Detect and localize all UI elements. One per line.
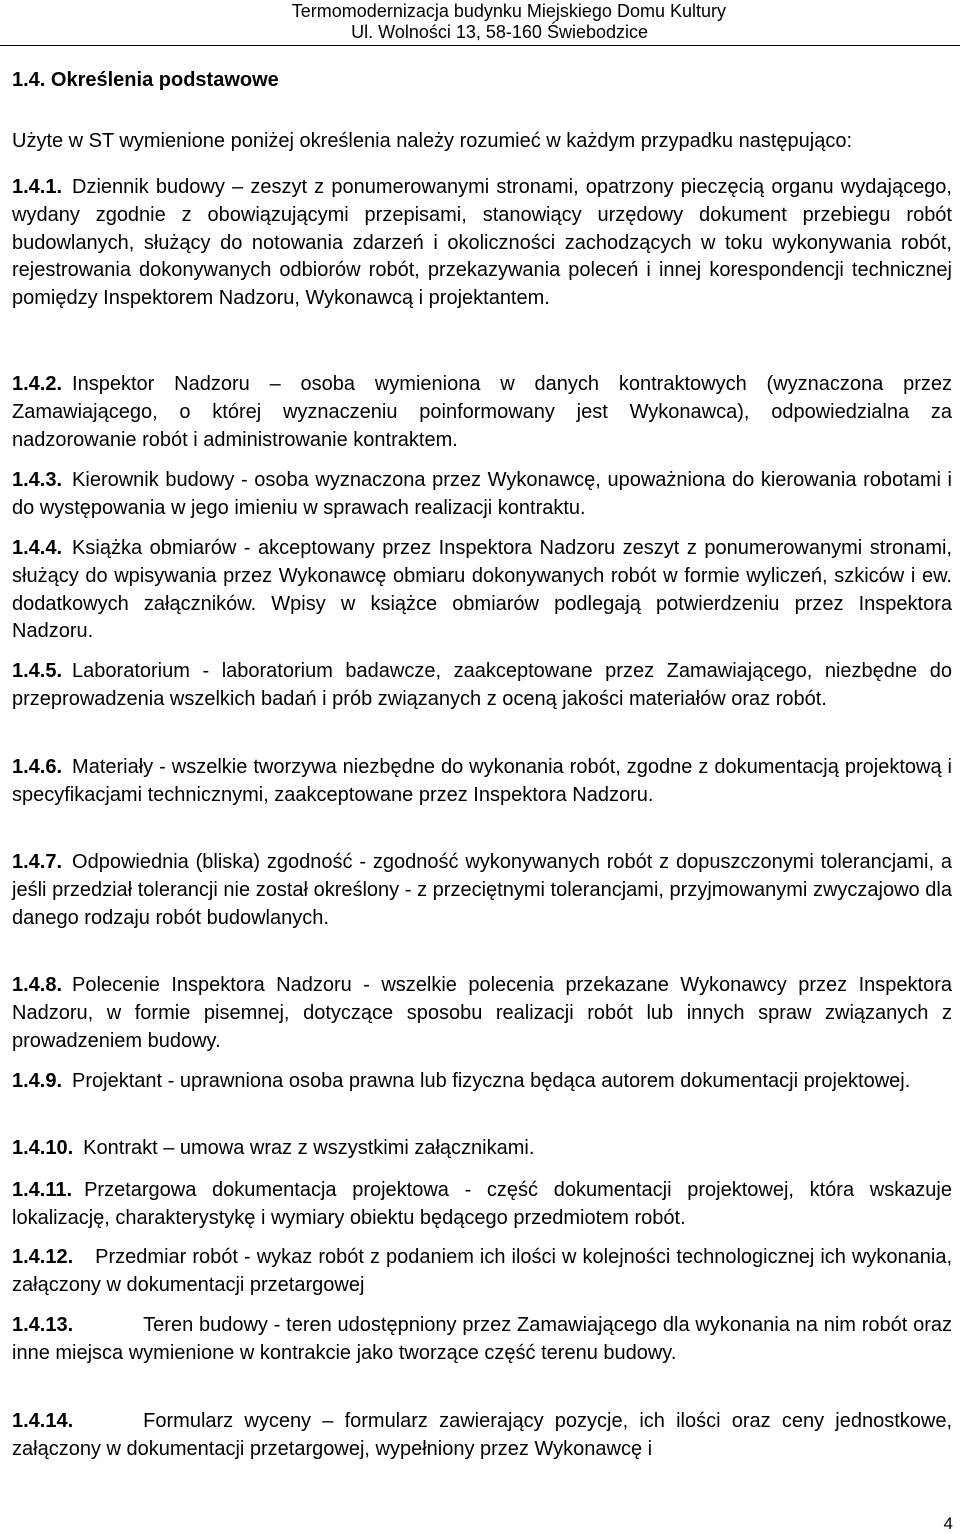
header-address: Ul. Wolności 13, 58-160 Świebodzice: [351, 22, 648, 42]
definition-text: Odpowiednia (bliska) zgodność - zgodność wykonywanych robót z dopuszczonymi tolerancjami, a jeśli przedział tolerancji nie został określony - z przeciętnymi tolerancjami, przyjmowanymi zwyczajowo dla danego rodzaju robót budowlanych.: [12, 851, 952, 929]
definition-text: Książka obmiarów - akceptowany przez Inspektora Nadzoru zeszyt z ponumerowanymi stronami, służący do wpisywania przez Wykonawcę obmiaru dokonywanych robót w formie wyliczeń, szkiców i ew. dodatkowych załączników. Wpisy w książce obmiarów podlegają potwierdzeniu przez Inspektora Nadzoru.: [12, 537, 952, 643]
definition-text: Dziennik budowy – zeszyt z ponumerowanymi stronami, opatrzony pieczęcią organu wydającego, wydany zgodnie z obowiązującymi przepisami, stanowiący urzędowy dokument przebiegu robót budowlanych, służący do notowania zdarzeń i okoliczności zachodzących w toku wykonywania robót, rejestrowania dokonywanych odbiorów robót, przekazywania poleceń i innej korespondencji technicznej pomiędzy Inspektorem Nadzoru, Wykonawcą i projektantem.: [12, 176, 952, 310]
definition-number: 1.4.12.: [12, 1246, 74, 1268]
section-intro: Użyte w ST wymienione poniżej określenia należy rozumieć w każdym przypadku następująco:: [12, 130, 853, 152]
definition-item: [12, 754, 952, 810]
definition-number: 1.4.1.: [12, 176, 63, 198]
definition-item: [12, 535, 952, 646]
definition-text: Przedmiar robót - wykaz robót z podaniem ich ilości w kolejności technologicznej ich wykonania, załączony w dokumentacji przetargowej: [12, 1246, 952, 1296]
definition-text: Materiały - wszelkie tworzywa niezbędne do wykonania robót, zgodne z dokumentacją projektową i specyfikacjami technicznymi, zaakceptowane przez Inspektora Nadzoru.: [12, 756, 952, 806]
definition-text: Przetargowa dokumentacja projektowa - część dokumentacji projektowej, która wskazuje lokalizację, charakterystykę i wymiary obiektu będącego przedmiotem robót.: [12, 1179, 952, 1229]
definition-item: [12, 467, 952, 523]
definition-text: Projektant - uprawniona osoba prawna lub fizyczna będąca autorem dokumentacji projektowej.: [72, 1070, 911, 1092]
definition-number: 1.4.6.: [12, 756, 63, 778]
definition-number: 1.4.11.: [12, 1179, 73, 1201]
definition-item: [12, 658, 952, 714]
definition-number: 1.4.4.: [12, 537, 63, 559]
definition-item: [12, 1312, 952, 1368]
definition-text: Formularz wyceny – formularz zawierający pozycje, ich ilości oraz ceny jednostkowe, załączony w dokumentacji przetargowej, wypełniony przez Wykonawcę i: [12, 1410, 952, 1460]
definition-number: 1.4.13.: [12, 1314, 74, 1336]
definition-item: [12, 972, 952, 1055]
page-number: 4: [943, 1514, 953, 1533]
definition-item: [12, 1135, 952, 1163]
definition-item: [12, 1408, 952, 1464]
definition-item: [12, 1068, 952, 1096]
definition-text: Inspektor Nadzoru – osoba wymieniona w danych kontraktowych (wyznaczona przez Zamawiającego, o której wyznaczeniu poinformowany jest Wykonawca), odpowiedzialna za nadzorowanie robót i administrowanie kontraktem.: [12, 373, 952, 451]
definition-item: [12, 371, 952, 454]
definition-number: 1.4.14.: [12, 1410, 74, 1432]
definition-number: 1.4.9.: [12, 1070, 63, 1092]
definition-item: [12, 1177, 952, 1233]
definition-number: 1.4.8.: [12, 974, 63, 996]
definition-text: Kontrakt – umowa wraz z wszystkimi załącznikami.: [83, 1137, 535, 1159]
header-divider: [0, 45, 960, 46]
definition-text: Teren budowy - teren udostępniony przez Zamawiającego dla wykonania na nim robót oraz inne miejsca wymienione w kontrakcie jako tworzące część terenu budowy.: [12, 1314, 952, 1364]
definition-item: [12, 849, 952, 932]
definition-item: [12, 174, 952, 313]
definition-number: 1.4.3.: [12, 469, 63, 491]
definition-number: 1.4.5.: [12, 660, 63, 682]
definition-text: Kierownik budowy - osoba wyznaczona przez Wykonawcę, upoważniona do kierowania robotami i do występowania w jego imieniu w sprawach realizacji kontraktu.: [12, 469, 952, 519]
definition-item: [12, 1244, 952, 1300]
definition-text: Polecenie Inspektora Nadzoru - wszelkie polecenia przekazane Wykonawcy przez Inspektora Nadzoru, w formie pisemnej, dotyczące sposobu realizacji robót lub innych spraw związanych z prowadzeniem budowy.: [12, 974, 952, 1052]
header-project-title: Termomodernizacja budynku Miejskiego Domu Kultury: [291, 1, 726, 21]
definition-number: 1.4.7.: [12, 851, 63, 873]
definition-text: Laboratorium - laboratorium badawcze, zaakceptowane przez Zamawiającego, niezbędne do przeprowadzenia wszelkich badań i prób związanych z oceną jakości materiałów oraz robót.: [12, 660, 952, 710]
definition-number: 1.4.2.: [12, 373, 63, 395]
definition-number: 1.4.10.: [12, 1137, 74, 1159]
section-title: 1.4. Określenia podstawowe: [12, 69, 279, 91]
